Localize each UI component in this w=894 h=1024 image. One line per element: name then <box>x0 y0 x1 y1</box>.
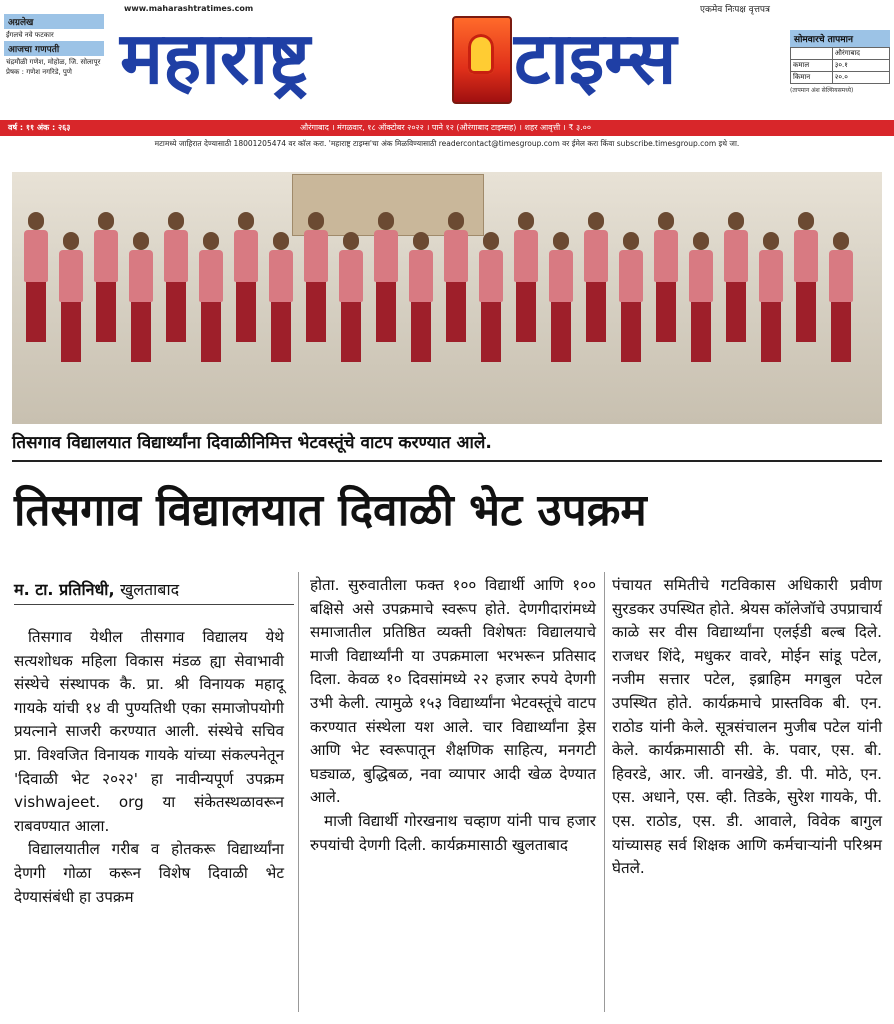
weather-value: ३०.१ <box>832 60 889 72</box>
weather-city: औरंगाबाद <box>832 48 889 60</box>
editorial-text: ईंगलचे नवे फटकार <box>6 31 54 39</box>
byline-place: खुलताबाद <box>120 580 180 599</box>
column-2 <box>310 574 596 857</box>
edition-bar <box>0 120 894 136</box>
editorial-title: अग्रलेख <box>4 14 104 29</box>
weather-table <box>790 47 890 84</box>
site-url[interactable]: www.maharashtratimes.com <box>124 4 254 13</box>
volume-info: वर्ष : ११ अंक : २६३ <box>8 123 71 132</box>
col3-paragraph-1: पंचायत समितीचे गटविकास अधिकारी प्रवीण सुरडकर उपस्थित होते. श्रेयस कॉलेजॉचे उपप्राचार्य काळे सर वीस विद्यार्थ्यांना एलईडी बल्ब दिले. राजधर शिंदे, मधुकर वावरे, मोईन सांडू पटेल, नजीम सत्तार पटेल, इब्राहिम मगबुल पटेल उपस्थित होते. कार्यक्रमाचे प्रास्तविक बी. एन. राठोड यांनी केले. सूत्रसंचालन मुजीब पटेल यांनी केले. कार्यक्रमासाठी सी. के. पवार, एस. बी. हिवरडे, आर. जी. वानखेडे, डी. पी. मोठे, एन. एस. अधाने, एस. व्ही. तिडके, सुरेश गायके, पी. एस. राठोड, एस. डी. आवाले, विवेक बागुल यांच्यासह सर्व शिक्षक आणि कर्मचाऱ्यांनी परिश्रम घेतले. <box>612 576 882 878</box>
headline: तिसगाव विद्यालयात दिवाळी भेट उपक्रम <box>14 485 647 536</box>
weather-value: २०.० <box>832 72 889 84</box>
newspaper-header <box>0 0 894 120</box>
col2-paragraph-2: माजी विद्यार्थी गोरखनाथ चव्हाण यांनी पाच हजार रुपयांची देणगी दिली. कार्यक्रमासाठी खुलताबाद <box>310 811 596 854</box>
masthead-right: टाइम्स <box>514 16 677 100</box>
byline-author: म. टा. प्रतिनिधी, <box>14 580 115 599</box>
tagline: एकमेव निःपक्ष वृत्तपत्र <box>700 5 771 15</box>
col1-paragraph-1: तिसगाव येथील तीसगाव विद्यालय येथे सत्यशोधक महिला विकास मंडळ ह्या सेवाभावी संस्थेचे संस्थापक कै. प्रा. श्री विनायक महादू गायके यांची १४ वी पुण्यतिथी एका समाजोपयोगी प्रयत्नाने साजरी करण्यात आली. संस्थेचे सचिव प्रा. विश्वजित विनायक गायके यांच्या संकल्पनेतून 'दिवाळी भेट २०२२' हा नावीन्यपूर्ण उपक्रम vishwajeet. org या संकेतस्थळावरून राबवण्यात आला. <box>14 628 284 835</box>
article-photo <box>12 172 882 424</box>
weather-label: कमाल <box>791 60 833 72</box>
ganpati-text: चंद्रमौळी गणेश, मोहोळ, जि. सोलापूर प्रेषक : गणेश नगरिडे, पुणे <box>6 58 101 76</box>
ganesh-logo-icon <box>452 16 512 104</box>
masthead <box>120 6 780 110</box>
weather-box <box>790 30 890 94</box>
photo-caption: तिसगाव विद्यालयात विद्यार्थ्यांना दिवाळीनिमित्त भेटवस्तूंचे वाटप करण्यात आले. <box>12 433 492 453</box>
caption-divider <box>12 460 882 462</box>
weather-label: किमान <box>791 72 833 84</box>
col2-paragraph-1: होता. सुरुवातीला फक्त १०० विद्यार्थी आणि १०० बक्षिसे असे उपक्रमाचे स्वरूप होते. देणगीदारांमध्ये समाजातील प्रतिष्ठित व्यक्ती विशेषतः विद्यालयाचे माजी विद्यार्थ्यांनी या उपक्रमाला भरभरून प्रतिसाद दिला. केवळ १० दिवसांमध्ये २२ हजार रुपये देणगी उभी केली. त्यामुळे १५३ विद्यार्थ्यांना भेटवस्तूंचे वाटप करण्यात संस्थेला यश आले. चार विद्यार्थ्यांना ड्रेस आणि भेट स्वरूपातून शैक्षणिक साहित्य, मनगटी घड्याळ, बुद्धिबळ, नवा व्यापार आदी खेळ देण्यात आले. <box>310 576 596 807</box>
column-1 <box>14 626 284 909</box>
byline <box>14 578 179 600</box>
left-info-box <box>4 14 104 78</box>
edition-info: औरंगाबाद । मंगळवार, १८ ऑक्टोबर २०२२ । पाने १२ (औरंगाबाद टाइम्सह) । शहर आवृत्ती । ₹ ३.०० <box>300 123 592 132</box>
weather-title: सोमवारचे तापमान <box>790 30 890 47</box>
weather-note: (तापमान अंश सेल्सियसमध्ये) <box>790 87 854 94</box>
column-3 <box>612 574 882 881</box>
column-rule <box>298 572 299 1012</box>
ganpati-title: आजचा गणपती <box>4 41 104 56</box>
masthead-left: महाराष्ट्र <box>120 16 311 100</box>
byline-rule <box>14 604 294 605</box>
column-rule <box>604 572 605 1012</box>
col1-paragraph-2: विद्यालयातील गरीब व होतकरू विद्यार्थ्यांना देणगी गोळा करून विशेष दिवाळी भेट देण्यासंबंधी हा उपक्रम <box>14 840 284 906</box>
advert-line: मटामध्ये जाहिरात देण्यासाठी 18001205474 वर कॉल करा. 'महाराष्ट्र टाइम्स'चा अंक मिळविण्यासाठी readercontact@timesgroup.com वर ईमेल करा किंवा subscribe.timesgroup.com इथे जा. <box>154 139 740 148</box>
